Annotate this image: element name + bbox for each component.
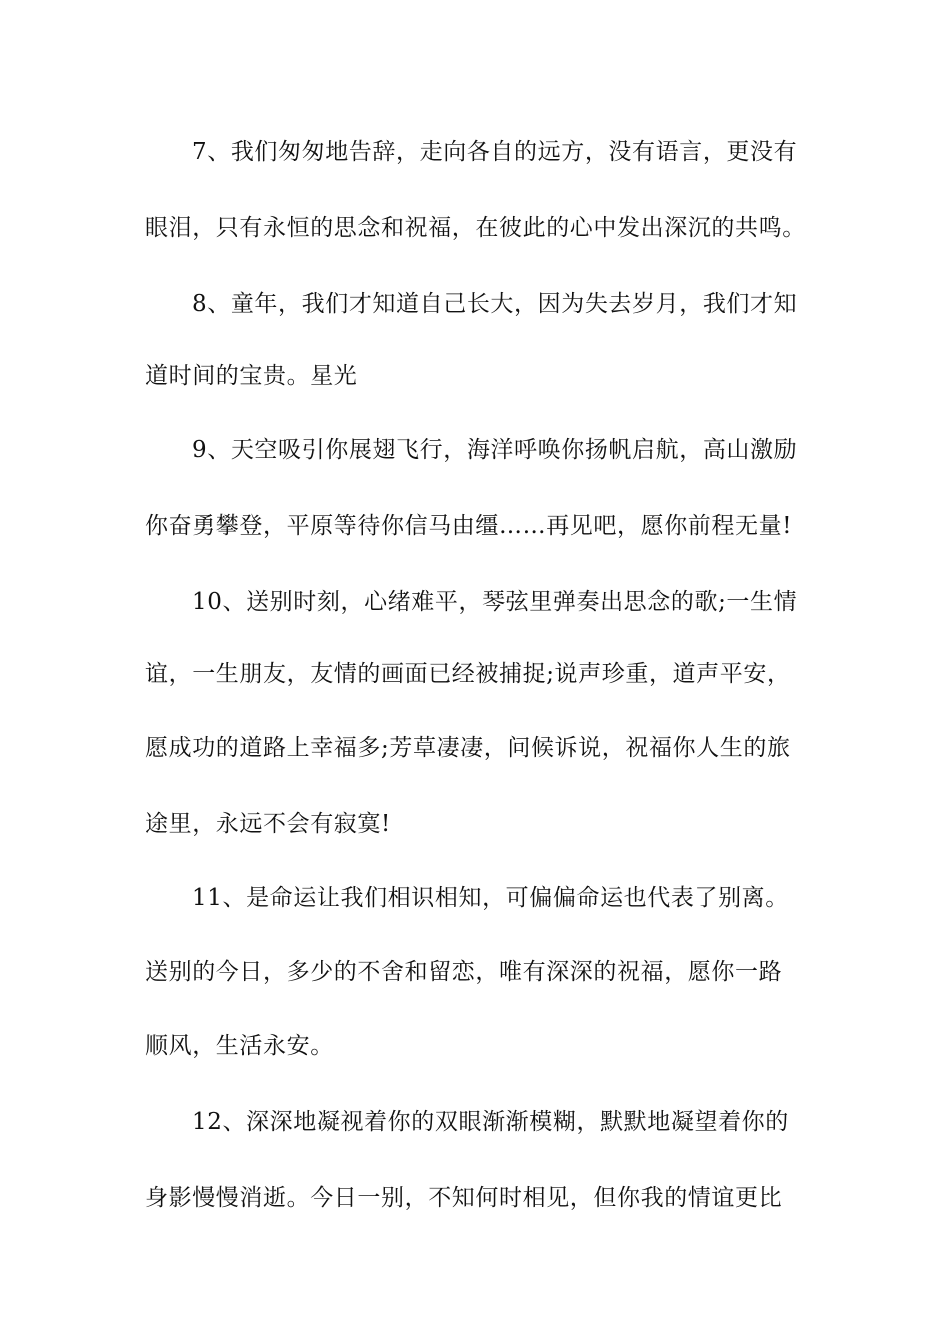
paragraph-12-line-1: 12、深深地凝视着你的双眼渐渐模糊，默默地凝望着你的 [192, 1109, 789, 1135]
paragraph-10-line-3: 愿成功的道路上幸福多;芳草凄凄，问候诉说，祝福你人生的旅 [145, 735, 791, 761]
paragraph-10-line-4: 途里，永远不会有寂寞! [145, 811, 391, 837]
paragraph-11-line-3: 顺风，生活永安。 [145, 1033, 334, 1059]
paragraph-10-line-2: 谊，一生朋友，友情的画面已经被捕捉;说声珍重，道声平安， [145, 661, 791, 687]
paragraph-8-line-1: 8、童年，我们才知道自己长大，因为失去岁月，我们才知 [192, 291, 798, 317]
paragraph-11-line-1: 11、是命运让我们相识相知，可偏偏命运也代表了别离。 [192, 885, 789, 911]
paragraph-7-line-2: 眼泪，只有永恒的思念和祝福，在彼此的心中发出深沉的共鸣。 [145, 215, 806, 241]
paragraph-8-line-2: 道时间的宝贵。星光 [145, 363, 358, 389]
paragraph-9-line-1: 9、天空吸引你展翅飞行，海洋呼唤你扬帆启航，高山激励 [192, 437, 798, 463]
paragraph-9-line-2: 你奋勇攀登，平原等待你信马由缰……再见吧，愿你前程无量! [145, 513, 793, 539]
paragraph-12-line-2: 身影慢慢消逝。今日一别，不知何时相见，但你我的情谊更比 [145, 1185, 783, 1211]
paragraph-10-line-1: 10、送别时刻，心绪难平，琴弦里弹奏出思念的歌;一生情 [192, 589, 798, 615]
paragraph-7-line-1: 7、我们匆匆地告辞，走向各自的远方，没有语言，更没有 [192, 139, 798, 165]
paragraph-11-line-2: 送别的今日，多少的不舍和留恋，唯有深深的祝福，愿你一路 [145, 959, 783, 985]
